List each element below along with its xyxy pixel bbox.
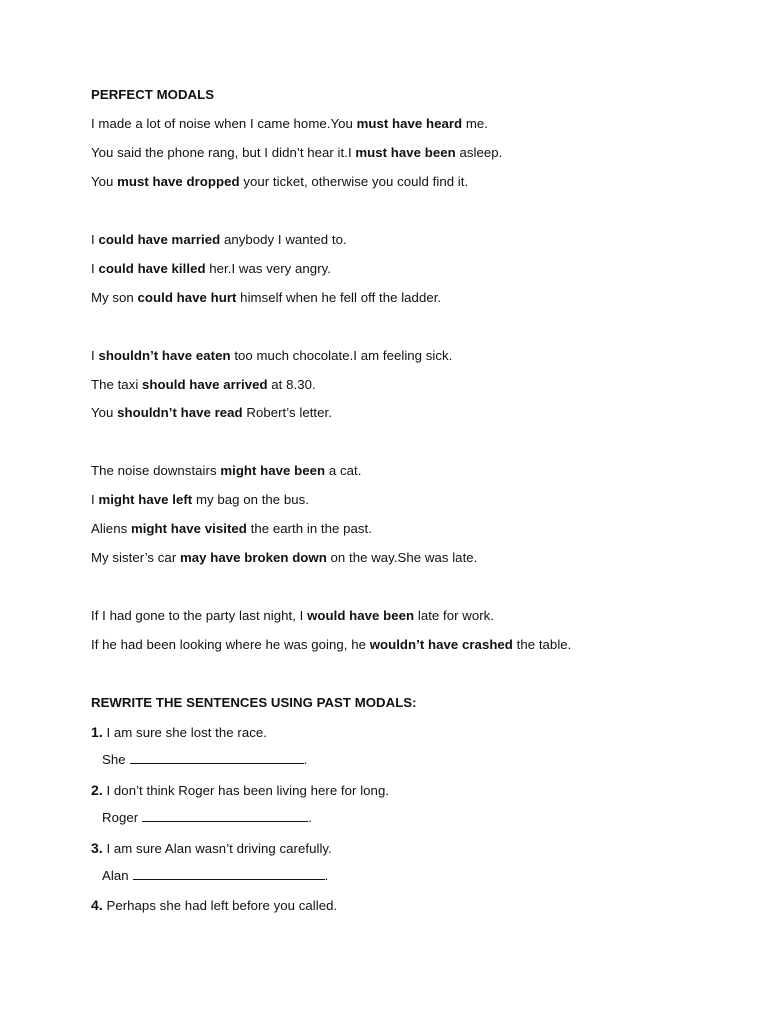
example-sentence: You shouldn’t have read Robert’s letter.	[91, 405, 332, 420]
example-sentence: My sister’s car may have broken down on the way.She was late.	[91, 550, 478, 565]
modal-phrase: would have been	[307, 608, 415, 623]
example-sentence: You said the phone rang, but I didn’t hear it.I must have been asleep.	[91, 145, 503, 160]
example-sentence: The noise downstairs might have been a cat.	[91, 463, 362, 478]
modal-phrase: could have hurt	[137, 290, 237, 305]
modal-phrase: might have been	[220, 463, 326, 478]
example-sentence: I might have left my bag on the bus.	[91, 492, 310, 507]
modal-phrase: must have been	[355, 145, 456, 160]
modal-phrase: may have broken down	[179, 550, 327, 565]
item-number: 4.	[91, 897, 103, 913]
item-number: 2.	[91, 782, 103, 798]
example-sentence: I shouldn’t have eaten too much chocolate.I am feeling sick.	[91, 348, 453, 363]
item-number: 3.	[91, 840, 103, 856]
answer-blank[interactable]	[133, 867, 325, 880]
example-sentence: My son could have hurt himself when he fell off the ladder.	[91, 290, 442, 305]
example-sentence: The taxi should have arrived at 8.30.	[91, 377, 316, 392]
exercise-item: 4. Perhaps she had left before you called.	[91, 897, 338, 913]
page-title: PERFECT MODALS	[91, 87, 215, 102]
example-sentence: I could have killed her.I was very angry.	[91, 261, 332, 276]
answer-blank[interactable]	[142, 809, 308, 822]
example-sentence: I made a lot of noise when I came home.You must have heard me.	[91, 116, 488, 131]
modal-phrase: might have visited	[130, 521, 247, 536]
item-number: 1.	[91, 724, 103, 740]
answer-line[interactable]: Alan .	[102, 868, 329, 883]
example-sentence: If I had gone to the party last night, I would have been late for work.	[91, 608, 495, 623]
modal-phrase: might have left	[98, 492, 193, 507]
exercise-item: 1. I am sure she lost the race.	[91, 724, 267, 740]
modal-phrase: must have heard	[356, 116, 463, 131]
exercise-item: 2. I don’t think Roger has been living here for long.	[91, 782, 390, 798]
answer-line[interactable]: She .	[102, 752, 308, 767]
modal-phrase: could have killed	[98, 261, 206, 276]
modal-phrase: must have dropped	[117, 174, 240, 189]
answer-line[interactable]: Roger .	[102, 810, 312, 825]
example-sentence: I could have married anybody I wanted to.	[91, 232, 347, 247]
modal-phrase: shouldn’t have eaten	[98, 348, 231, 363]
answer-blank[interactable]	[130, 751, 304, 764]
example-sentence: Aliens might have visited the earth in the past.	[91, 521, 372, 536]
example-sentence: If he had been looking where he was going, he wouldn’t have crashed the table.	[91, 637, 572, 652]
modal-phrase: should have arrived	[142, 377, 268, 392]
modal-phrase: could have married	[98, 232, 221, 247]
exercise-heading: REWRITE THE SENTENCES USING PAST MODALS:	[91, 695, 417, 710]
modal-phrase: wouldn’t have crashed	[369, 637, 513, 652]
exercise-item: 3. I am sure Alan wasn’t driving carefully.	[91, 840, 332, 856]
example-sentence: You must have dropped your ticket, otherwise you could find it.	[91, 174, 469, 189]
modal-phrase: shouldn’t have read	[117, 405, 243, 420]
